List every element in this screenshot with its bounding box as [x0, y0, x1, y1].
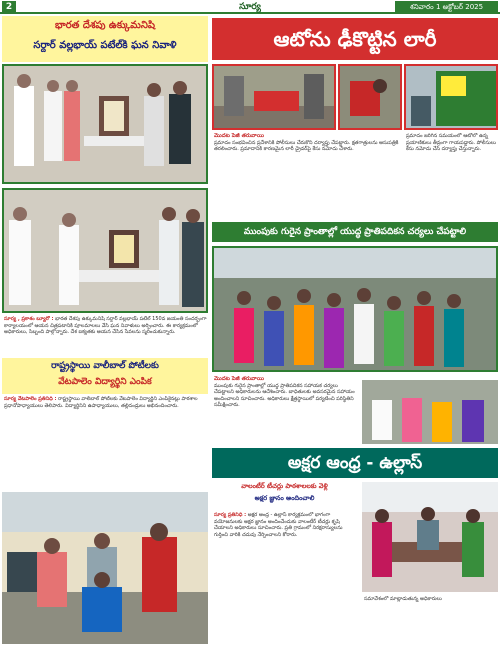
story1-headline-box — [2, 16, 208, 62]
story3-dateline: మొదట పేజీ తరువాయి — [214, 133, 264, 139]
story4-body — [214, 376, 358, 438]
page-number: 2 — [2, 1, 16, 13]
story1-headline-line1: భారత దేశపు ఉక్కుమనిషి — [54, 20, 155, 31]
story3-headline: ఆటోను ఢీకొట్టిన లారీ — [212, 18, 498, 60]
story3-body2-text: ప్రమాదం జరిగిన సమయంలో ఆటోలో ఉన్న ప్రయాణికులు తీవ్రంగా గాయపడ్డారు. పోలీసులు కేసు నమోదు చేసి దర్యాప్తు చేస్తున్నారు. — [406, 133, 496, 152]
story3-body-text: ప్రమాదం సంభవించిన ప్రదేశానికి పోలీసులు చేరుకొని దర్యాప్తు చేపట్టారు. క్షతగాత్రులను ఆసుపత్రికి తరలించారు. ప్రమాదానికి కారణమైన లారీ డ్రైవర్‌పై కేసు నమోదు చేశారు. — [214, 139, 399, 152]
story1-headline-line2: సర్దార్ వల్లభాయ్ పటేల్‌కి ఘన నివాళి — [33, 40, 177, 51]
story3-photo-3 — [404, 64, 498, 130]
story1-body — [4, 316, 208, 356]
story5-body-text: అక్షర ఆంధ్ర - ఉల్లాస్ కార్యక్రమంలో భాగంగా వయోజనులకు అక్షర జ్ఞానం అందించేందుకు వాలంటీర్ టీచర్లు కృషి చేయాలని అధికారులు సూచించారు. ప్రతి గ్రామంలో నిరక్షరాస్యులను గుర్తించి వారికి చదువు నేర్పించాలని కోరారు. — [214, 512, 343, 538]
story5-caption: సమావేశంలో మాట్లాడుతున్న అధికారులు — [364, 596, 442, 602]
story5-dateline: సూర్య ప్రతినిధి : — [214, 512, 247, 518]
story5-body — [214, 512, 357, 644]
story1-photo-2 — [2, 188, 208, 313]
story2-photo — [2, 492, 208, 644]
story2-headline-box — [2, 358, 208, 394]
story2-headline-line2: వేటపాలెం విద్యార్థిని ఎంపిక — [58, 377, 152, 387]
story2-dateline: సూర్య వేటపాలెం ప్రతినిధి : — [4, 396, 57, 402]
story5-subhead-line1: వాలంటీర్ టీచర్లు పాఠశాలలకు వెళ్లి — [241, 482, 328, 490]
story4-body-text: ముంపుకు గురైన ప్రాంతాల్లో యుద్ధ ప్రాతిపదికన సహాయక చర్యలు చేపట్టాలని అధికారులను ఆదేశించారు. బాధితులకు అవసరమైన సహాయం అందించాలని సూచించారు. అధికారులు క్షేత్రస్థాయిలో పర్యటించి పరిస్థితిని సమీక్షించారు. — [214, 382, 355, 408]
issue-date: శనివారం 1 అక్టోబర్ 2025 — [395, 1, 498, 13]
story5-photo — [362, 482, 498, 592]
story3-photo-2 — [338, 64, 402, 130]
story5-subhead-box — [212, 482, 357, 510]
story4-headline: ముంపుకు గురైన ప్రాంతాల్లో యుద్ధ ప్రాతిపదికన చర్యలు చేపట్టాలి — [212, 222, 498, 242]
story2-body — [4, 396, 208, 488]
story1-photo-1 — [2, 64, 208, 184]
story3-body — [214, 133, 404, 183]
story2-headline-line1: రాష్ట్రస్థాయి వాలీబాల్ పోటీలకు — [51, 361, 159, 371]
story1-dateline: సూర్య , ప్రకాశం బ్యూరో : — [4, 316, 54, 322]
story5-headline: అక్షర ఆంధ్ర - ఉల్లాస్ — [212, 448, 498, 478]
story1-body-text: భారత దేశపు ఉక్కుమనిషి సర్దార్ వల్లభాయ్ పటేల్ 150వ జయంతి సందర్భంగా కార్యాలయంలో ఆయన చిత్రపటానికి పూలమాలలు వేసి ఘన నివాళులు అర్పించారు. ఈ కార్యక్రమంలో అధికారులు, సిబ్బంది పాల్గొన్నారు. దేశ ఐక్యతకు ఆయన చేసిన సేవలను స్మరించుకున్నారు. — [4, 316, 207, 335]
story3-body-col2 — [406, 133, 498, 183]
story4-dateline: మొదట పేజీ తరువాయి — [214, 376, 264, 382]
story5-subhead-line2: అక్షర జ్ఞానం అందించాలి — [254, 494, 315, 502]
story2-body-text: రాష్ట్రస్థాయి వాలీబాల్ పోటీలకు వేటపాలెం విద్యార్థిని ఎంపికైనట్లు పాఠశాల ప్రధానోపాధ్యాయులు తెలిపారు. విద్యార్థినిని ఉపాధ్యాయులు, తల్లిదండ్రులు అభినందించారు. — [4, 396, 198, 409]
story3-photo-1 — [212, 64, 336, 130]
story4-photo-2 — [362, 380, 498, 444]
story4-photo — [212, 246, 498, 372]
newspaper-name: సూర్య — [239, 2, 261, 12]
